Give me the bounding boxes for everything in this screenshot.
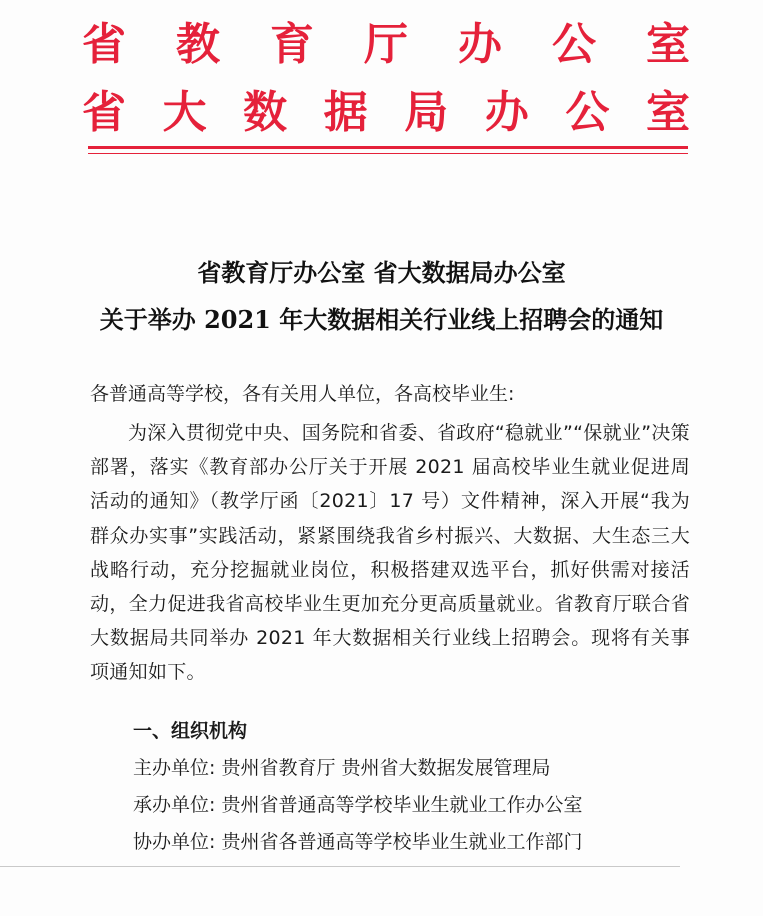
letterhead-char: 局	[404, 87, 449, 138]
letterhead-line-1	[82, 20, 690, 70]
letterhead-char: 办	[458, 19, 502, 70]
notice-title-line-2: 关于举办 2021 年大数据相关行业线上招聘会的通知	[99, 305, 664, 334]
organizer-row: 主办单位: 贵州省教育厅 贵州省大数据发展管理局	[133, 757, 551, 779]
letterhead-line-2	[82, 88, 690, 138]
letterhead-char: 省	[82, 19, 126, 70]
body-paragraph: 为深入贯彻党中央、国务院和省委、省政府“稳就业”“保就业”决策部署，落实《教育部办公厅关于开展 2021 届高校毕业生就业促进周活动的通知》（教学厅函〔2021〕17 号）文件精神，深入开展“我为群众办实事”实践活动，紧紧围绕我省乡村振兴、大数据、大生态三大战略行动，充分挖掘就业岗位，积极搭建双选平台，抓好供需对接活动，全力促进我省高校毕业生更加充分更高质量就业。省教育厅联合省大数据局共同举办 2021 年大数据相关行业线上招聘会。现将有关事项通知如下。	[90, 422, 690, 684]
notice-title-line-1: 省教育厅办公室 省大数据局办公室	[197, 258, 566, 287]
page-bottom-divider	[0, 866, 680, 867]
undertaker-row: 承办单位: 贵州省普通高等学校毕业生就业工作办公室	[133, 794, 583, 816]
letterhead-char: 教	[176, 19, 220, 70]
salutation: 各普通高等学校，各有关用人单位，各高校毕业生:	[90, 383, 515, 405]
letterhead-char: 据	[323, 87, 368, 138]
letterhead-char: 办	[484, 87, 529, 138]
letterhead-char: 室	[646, 19, 690, 70]
letterhead-char: 数	[243, 87, 288, 138]
letterhead-char: 公	[565, 87, 610, 138]
letterhead-char: 省	[82, 87, 126, 138]
letterhead-char: 厅	[364, 19, 408, 70]
letterhead-rule-thin	[88, 153, 688, 154]
letterhead-char: 公	[552, 19, 596, 70]
section-heading: 一、组织机构	[133, 720, 248, 742]
co-organizer-row: 协办单位: 贵州省各普通高等学校毕业生就业工作部门	[133, 831, 583, 853]
letterhead-char: 育	[270, 19, 314, 70]
letterhead-rule-thick	[88, 146, 688, 149]
letterhead-char: 大	[162, 87, 207, 138]
letterhead-char: 室	[645, 87, 690, 138]
